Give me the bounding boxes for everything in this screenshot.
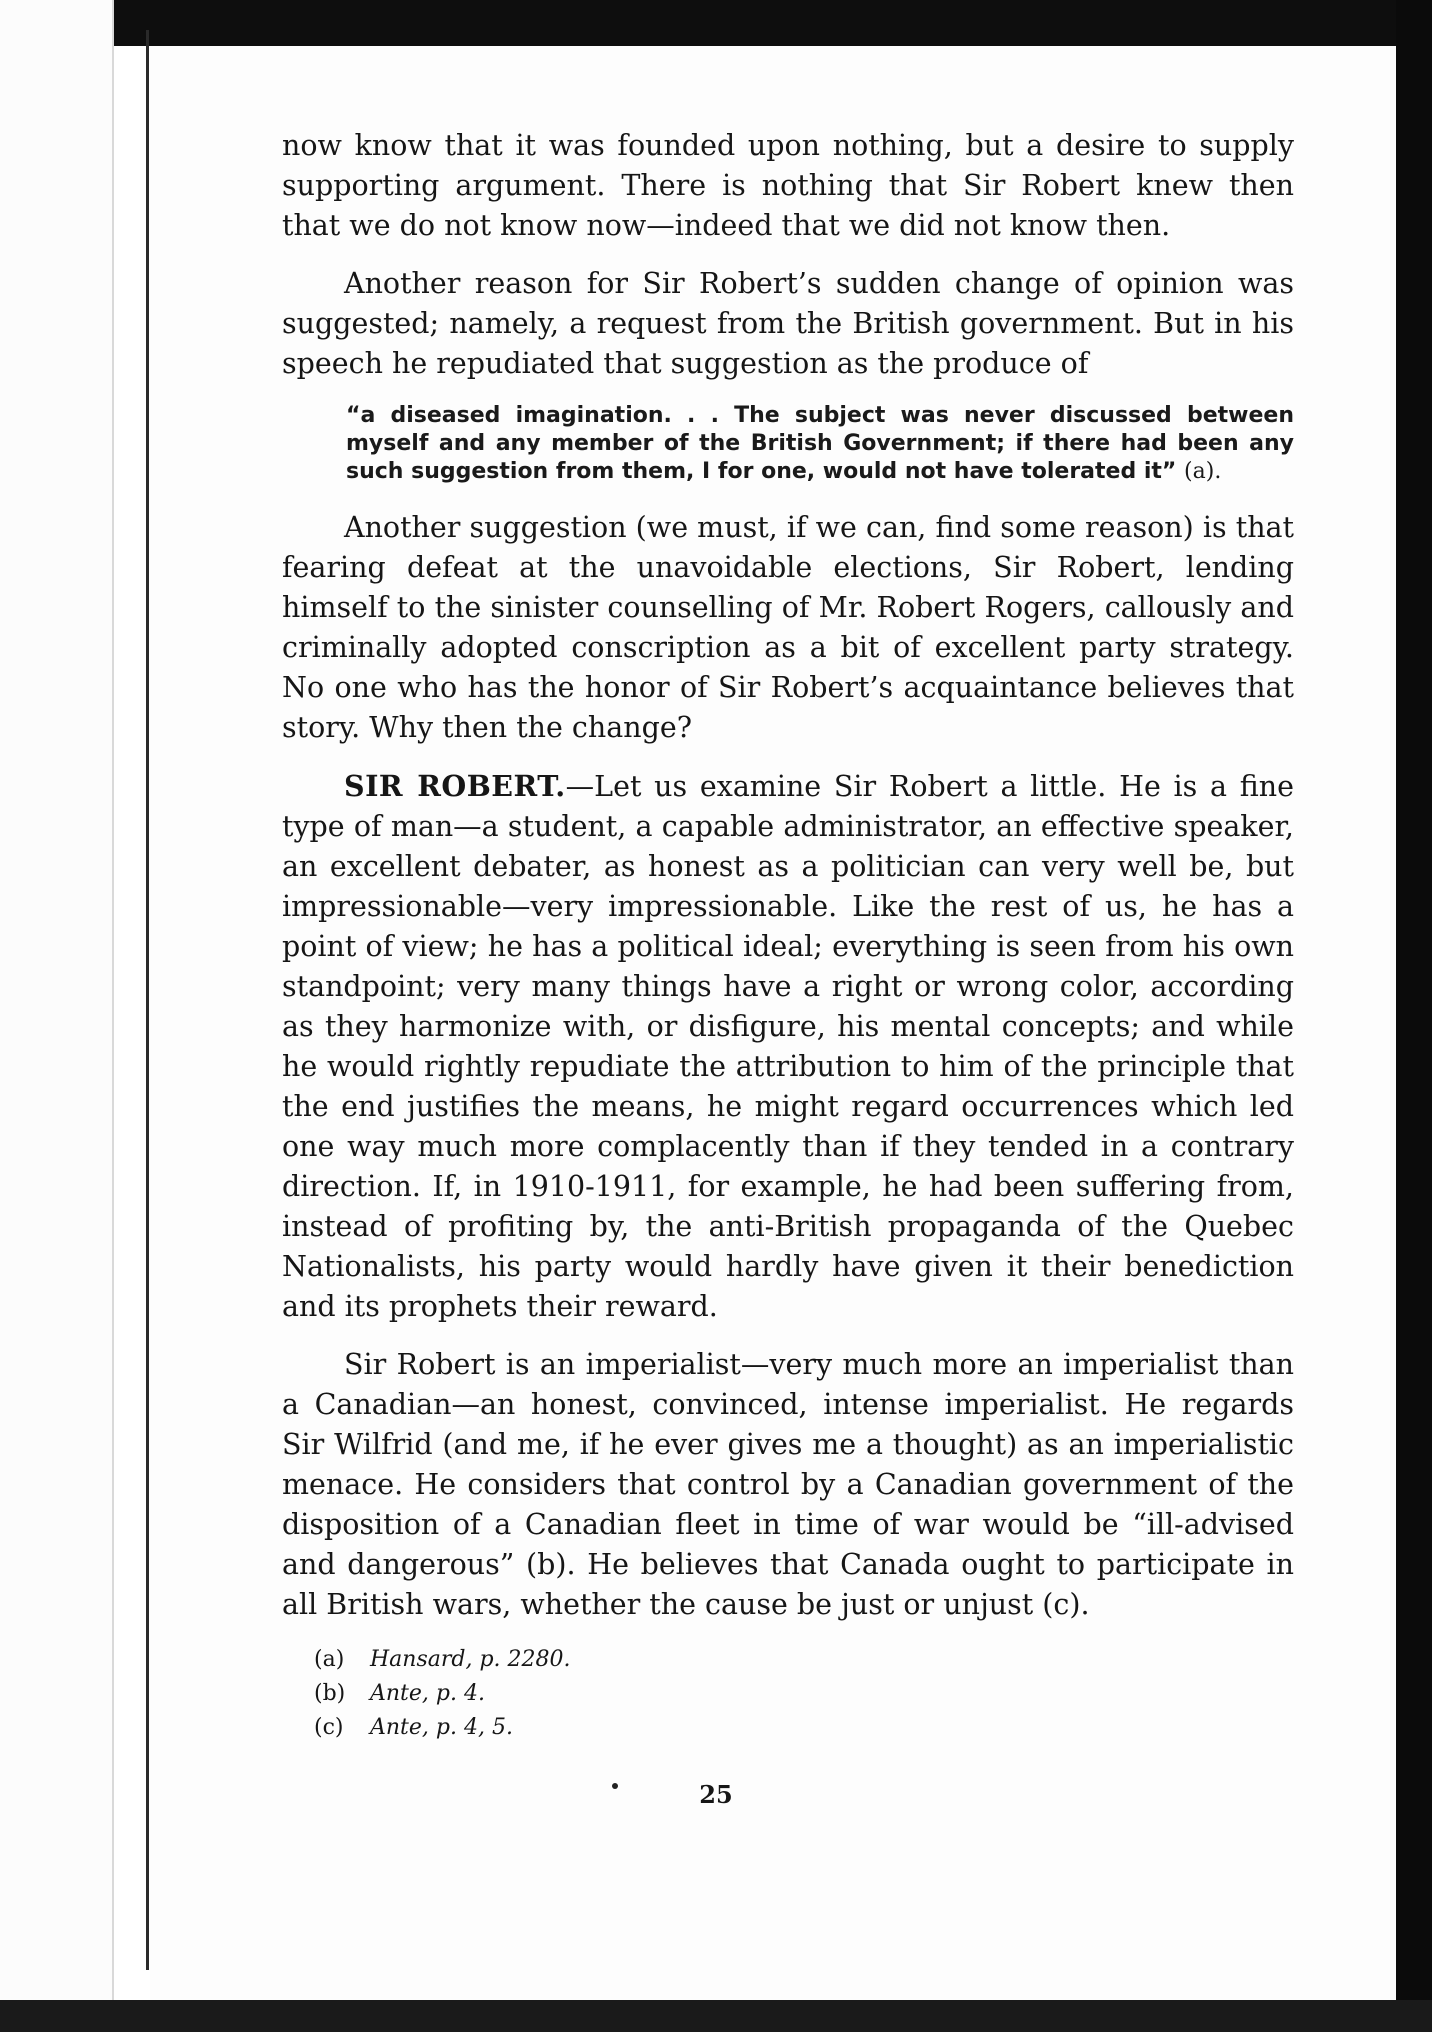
quote-text: “a diseased imagination. . . The subject was never discussed between myself and any member of the British Government; if there had been any such suggestion from them, I for one, would not have tolerated it”	[346, 403, 1294, 484]
footnote-source: Hansard, p. 2280.	[370, 1647, 571, 1672]
footnote	[314, 1643, 1294, 1677]
facing-page-edge	[0, 0, 114, 2032]
scan-border-bottom	[0, 2000, 1432, 2032]
paragraph-4	[282, 766, 1294, 1327]
paragraph-5: Sir Robert is an imperialist—very much more an imperialist than a Canadian—an honest, convinced, intense imperialist. He regards Sir Wilfrid (and me, if he ever gives me a thought) as an imperialistic menace. He considers that control by a Canadian government of the disposition of a Canadian fleet in time of war would be “ill-advised and dangerous” (b). He believes that Canada ought to participate in all British wars, whether the cause be just or unjust (c).	[282, 1348, 1294, 1621]
footnote	[314, 1677, 1294, 1711]
footnote-source: Ante, p. 4, 5.	[370, 1715, 513, 1740]
footnote-label: (c)	[314, 1715, 344, 1740]
footnote-label: (b)	[314, 1681, 346, 1706]
section-heading: SIR ROBERT.	[344, 769, 566, 803]
footnote-source: Ante, p. 4.	[370, 1681, 485, 1706]
paragraph-2: Another reason for Sir Robert’s sudden change of opinion was suggested; namely, a request from the British government. But in his speech he repudiated that suggestion as the produce of	[282, 267, 1294, 380]
paragraph-4-text: —Let us examine Sir Robert a little. He is a fine type of man—a student, a capable administrator, an effective speaker, an excellent debater, as honest as a politician can very well be, but impressionable—very impressionable. Like the rest of us, he has a point of view; he has a political ideal; everything is seen from his own standpoint; very many things have a right or wrong color, according as they harmonize with, or disfigure, his mental concepts; and while he would rightly repudiate the attribution to him of the principle that the end justifies the means, he might regard occurrences which led one way much more complacently than if they tended in a contrary direction. If, in 1910-1911, for example, he had been suffering from, instead of profiting by, the anti-British propaganda of the Quebec Nationalists, his party would hardly have given it their benediction and its prophets their reward.	[282, 770, 1295, 1323]
quote-reference: (a).	[1184, 459, 1222, 484]
footnote-label: (a)	[314, 1647, 345, 1672]
page-gutter-line	[146, 30, 149, 1970]
footnote	[314, 1711, 1294, 1745]
page-body	[282, 126, 1294, 1745]
scan-border-right	[1396, 0, 1432, 2032]
paragraph-3: Another suggestion (we must, if we can, find some reason) is that fearing defeat at the unavoidable elections, Sir Robert, lending himself to the sinister counselling of Mr. Robert Rogers, callously and criminally adopted conscription as a bit of excellent party strategy. No one who has the honor of Sir Robert’s acquaintance believes that story. Why then the change?	[282, 511, 1294, 744]
page-number: 25	[699, 1780, 733, 1809]
footnotes	[314, 1643, 1294, 1745]
block-quote	[346, 402, 1294, 486]
paragraph-1: now know that it was founded upon nothing, but a desire to supply supporting argument. There is nothing that Sir Robert knew then that we do not know now—indeed that we did not know then.	[282, 129, 1294, 242]
scan-border-top	[0, 0, 1432, 46]
